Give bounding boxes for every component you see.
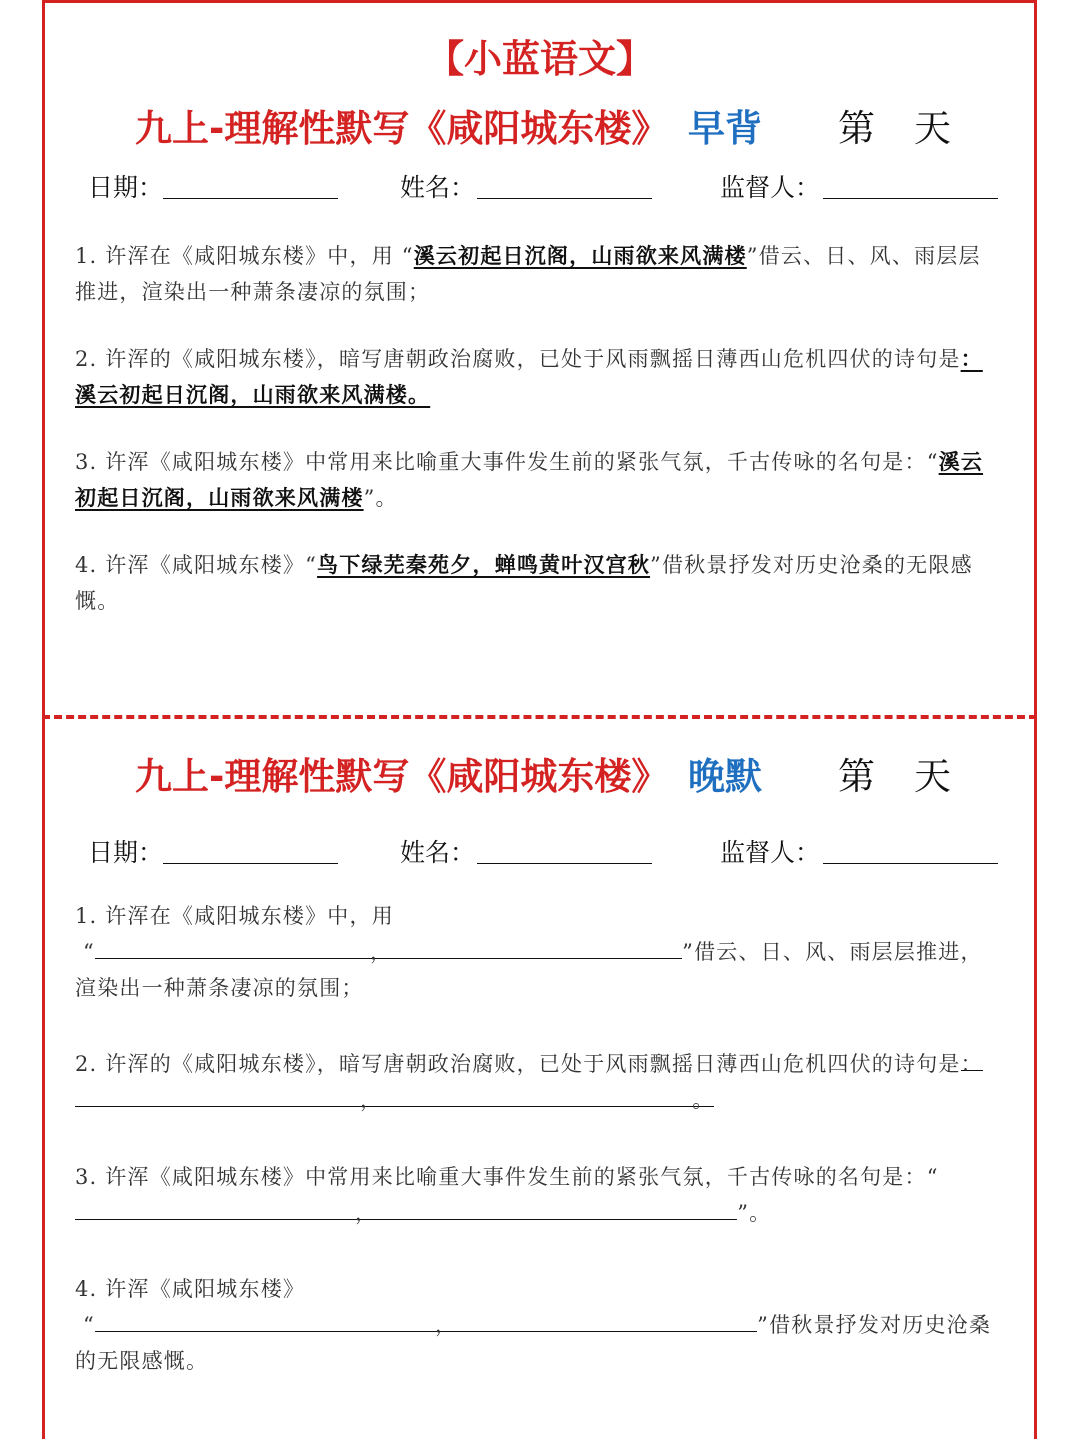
answer-blank[interactable] [75,1195,355,1220]
morning-question-4: 4. 许浑《咸阳城东楼》“鸟下绿芜秦苑夕，蝉鸣黄叶汉宫秋”借秋景抒发对历史沧桑的无限感慨。 [75,552,973,613]
page-border-right [1034,0,1037,1439]
evening-question-1: 1. 许浑在《咸阳城东楼》中，用 “ ， ”借云、日、风、雨层层推进，渲染出一种萧条凄凉的氛围； [75,904,983,1000]
supervisor-field[interactable] [823,863,998,864]
morning-title-row [0,98,1080,148]
answer: 鸟下绿芜秦苑夕，蝉鸣黄叶汉宫秋 [317,552,651,577]
morning-title: 九上-理解性默写《咸阳城东楼》 [135,107,669,150]
evening-question-3: 3. 许浑《咸阳城东楼》中常用来比喻重大事件发生前的紧张气氛，千古传咏的名句是：“， ”。 [75,1165,939,1225]
evening-question-4: 4. 许浑《咸阳城东楼》 “ ， ”借秋景抒发对历史沧桑的无限感慨。 [75,1277,992,1373]
section-divider [42,715,1037,719]
answer: ：溪云初起日沉阁，山雨欲来风满楼。 [75,346,983,407]
morning-tag: 早背 [688,107,762,150]
answer-blank[interactable] [95,1307,435,1332]
morning-info-row [0,168,1080,208]
answer: 溪云初起日沉阁，山雨欲来风满楼 [413,243,747,268]
supervisor-label: 监督人： [720,173,821,202]
date-field[interactable] [163,198,338,199]
answer-blank[interactable] [377,1195,737,1220]
morning-question-1: 1. 许浑在《咸阳城东楼》中，用 “溪云初起日沉阁，山雨欲来风满楼”借云、日、风、雨层层推进，渲染出一种萧条凄凉的氛围； [75,243,981,304]
brand-title: 【小蓝语文】 [425,37,654,81]
evening-day-prefix: 第 [838,755,875,798]
answer-blank[interactable] [392,934,682,959]
answer-blank[interactable] [457,1307,757,1332]
evening-tag: 晚默 [688,755,762,798]
morning-question-3: 3. 许浑《咸阳城东楼》中常用来比喻重大事件发生前的紧张气氛，千古传咏的名句是：“溪云初起日沉阁，山雨欲来风满楼”。 [75,449,984,510]
name-label: 姓名： [400,173,476,202]
supervisor-field[interactable] [823,198,998,199]
name-field[interactable] [477,863,652,864]
evening-question-2: 2. 许浑的《咸阳城东楼》，暗写唐朝政治腐败，已处于风雨飘摇日薄西山危机四伏的诗句是：， 。 [75,1046,1000,1118]
date-label: 日期： [88,173,164,202]
date-label: 日期： [88,838,164,867]
morning-day-prefix: 第 [838,107,875,150]
name-label: 姓名： [400,838,476,867]
evening-info-row [0,833,1080,873]
name-field[interactable] [477,198,652,199]
supervisor-label: 监督人： [720,838,821,867]
evening-title: 九上-理解性默写《咸阳城东楼》 [135,755,669,798]
page-border-top [42,0,1037,3]
answer-blank[interactable] [382,1082,692,1107]
evening-day-suffix: 天 [914,755,951,798]
morning-day-suffix: 天 [914,107,951,150]
page-border-left [42,0,45,1439]
morning-question-2: 2. 许浑的《咸阳城东楼》，暗写唐朝政治腐败，已处于风雨飘摇日薄西山危机四伏的诗句是：溪云初起日沉阁，山雨欲来风满楼。 [75,346,983,407]
answer-blank[interactable] [95,934,370,959]
answer-blank[interactable] [75,1082,360,1107]
evening-title-row [0,746,1080,796]
date-field[interactable] [163,863,338,864]
answer: 溪云初起日沉阁，山雨欲来风满楼 [75,449,984,510]
